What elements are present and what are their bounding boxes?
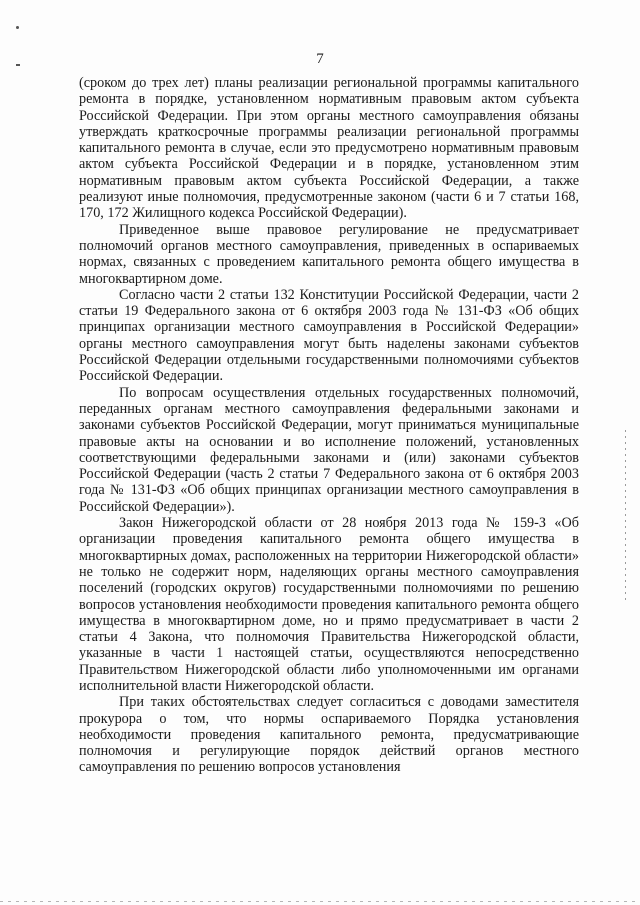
scan-edge-marks — [625, 430, 626, 600]
paragraph-2: Приведенное выше правовое регулирование не предусматривает полномочий органов местного самоуправления, приведенных в оспариваемых нормах, связанных с проведением капитального ремонта общего имущества в многоквартирном доме. — [79, 221, 579, 287]
paragraph-1: (сроком до трех лет) планы реализации региональной программы капитального ремонта в порядке, установленном нормативным правовым актом субъекта Российской Федерации. При этом органы местного самоуправления обязаны утверждать краткосрочные программы реализации региональной программы капитального ремонта в случае, если это предусмотрено нормативным правовым актом субъекта Российской Федерации и в порядке, установленном этим нормативным правовым актом субъекта Российской Федерации, а также реализуют иные полномочия, предусмотренные законом (части 6 и 7 статьи 168, 170, 172 Жилищного кодекса Российской Федерации). — [79, 75, 579, 222]
scan-bottom-edge — [0, 901, 640, 902]
document-body — [79, 75, 579, 776]
paragraph-6: При таких обстоятельствах следует согласиться с доводами заместителя прокурора о том, что нормы оспариваемого Порядка установления необходимости проведения капитального ремонта, предусматривающие полномочия и регулирующие порядок действий органов местного самоуправления по решению вопросов установления — [79, 694, 579, 776]
page-number: 7 — [316, 51, 324, 67]
paragraph-5: Закон Нижегородской области от 28 ноября 2013 года № 159-З «Об организации проведения капитального ремонта общего имущества в многоквартирных домах, расположенных на территории Нижегородской области» не только не содержит норм, наделяющих органы местного самоуправления поселений (городских округов) государственными полномочиями по решению вопросов установления необходимости проведения капитального ремонта общего имущества в многоквартирном доме, но и прямо предусматривает в части 2 статьи 4 Закона, что полномочия Правительства Нижегородской области, указанные в части 1 настоящей статьи, осуществляются непосредственно Правительством Нижегородской области либо уполномоченными им органами исполнительной власти Нижегородской области. — [79, 515, 579, 694]
paragraph-3: Согласно части 2 статьи 132 Конституции Российской Федерации, части 2 статьи 19 Федерального закона от 6 октября 2003 года № 131-ФЗ «Об общих принципах организации местного самоуправления в Российской Федерации» органы местного самоуправления могут быть наделены законами субъектов Российской Федерации отдельными государственными полномочиями субъектов Российской Федерации. — [79, 286, 579, 385]
paragraph-4: По вопросам осуществления отдельных государственных полномочий, переданных органам местного самоуправления федеральными законами и законами субъектов Российской Федерации, могут приниматься муниципальные правовые акты на основании и во исполнение положений, установленных соответствующими федеральными законами и (или) законами субъектов Российской Федерации (часть 2 статьи 7 Федерального закона от 6 октября 2003 года № 131-ФЗ «Об общих принципах организации местного самоуправления в Российской Федерации»). — [79, 384, 579, 515]
scan-artifact — [16, 26, 19, 29]
